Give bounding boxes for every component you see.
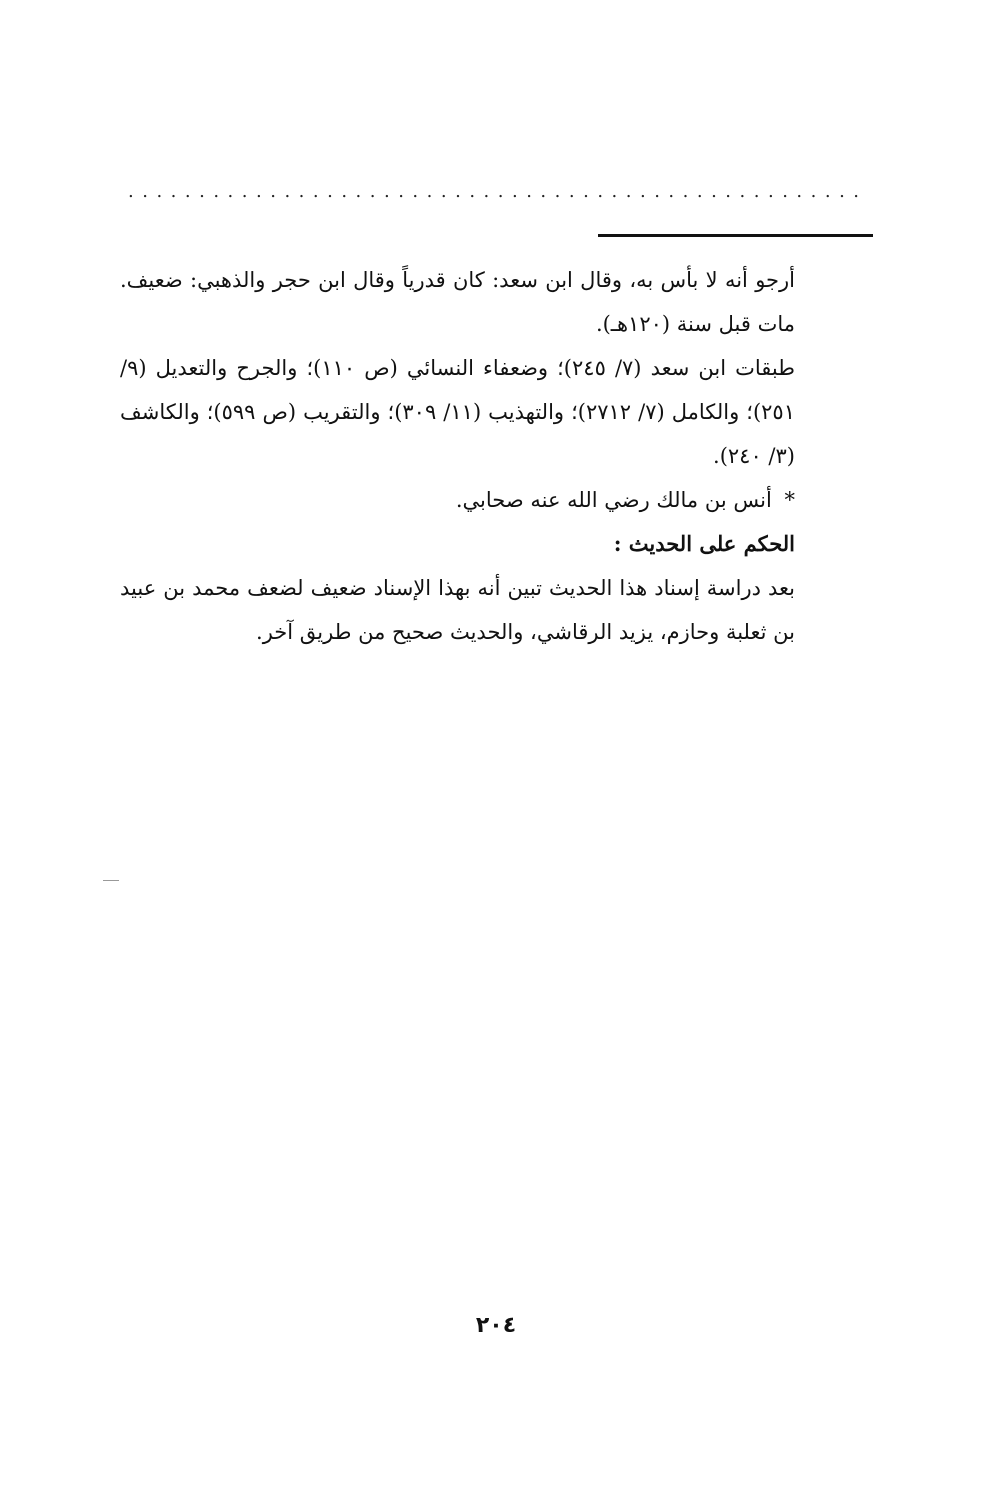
biography-paragraph: أرجو أنه لا بأس به، وقال ابن سعد: كان قدرياً وقال ابن حجر والذهبي: ضعيف. مات قبل سنة (١٢٠هـ).: [120, 268, 795, 336]
narrator-line: [120, 478, 795, 522]
dotted-separator: ....................................................: [128, 182, 868, 202]
page-body: [120, 258, 795, 654]
horizontal-rule: [598, 234, 873, 237]
narrator-text: أنس بن مالك رضي الله عنه صحابي.: [455, 488, 772, 512]
sources-paragraph: طبقات ابن سعد (٧/ ٢٤٥)؛ وضعفاء النسائي (ص ١١٠)؛ والجرح والتعديل (٩/ ٢٥١)؛ والكامل (٧/ ٢٧١٢)؛ والتهذيب (١١/ ٣٠٩)؛ والتقريب (ص ٥٩٩)؛ والكاشف (٣/ ٢٤٠).: [120, 356, 795, 468]
ruling-heading: الحكم على الحديث :: [613, 531, 795, 556]
page-number: ٢٠٤: [475, 1313, 517, 1338]
stray-mark: [103, 880, 119, 881]
asterisk-marker: *: [784, 488, 795, 512]
ruling-paragraph: بعد دراسة إسناد هذا الحديث تبين أنه بهذا الإسناد ضعيف لضعف محمد بن عبيد بن ثعلبة وحازم، يزيد الرقاشي، والحديث صحيح من طريق آخر.: [120, 576, 795, 644]
